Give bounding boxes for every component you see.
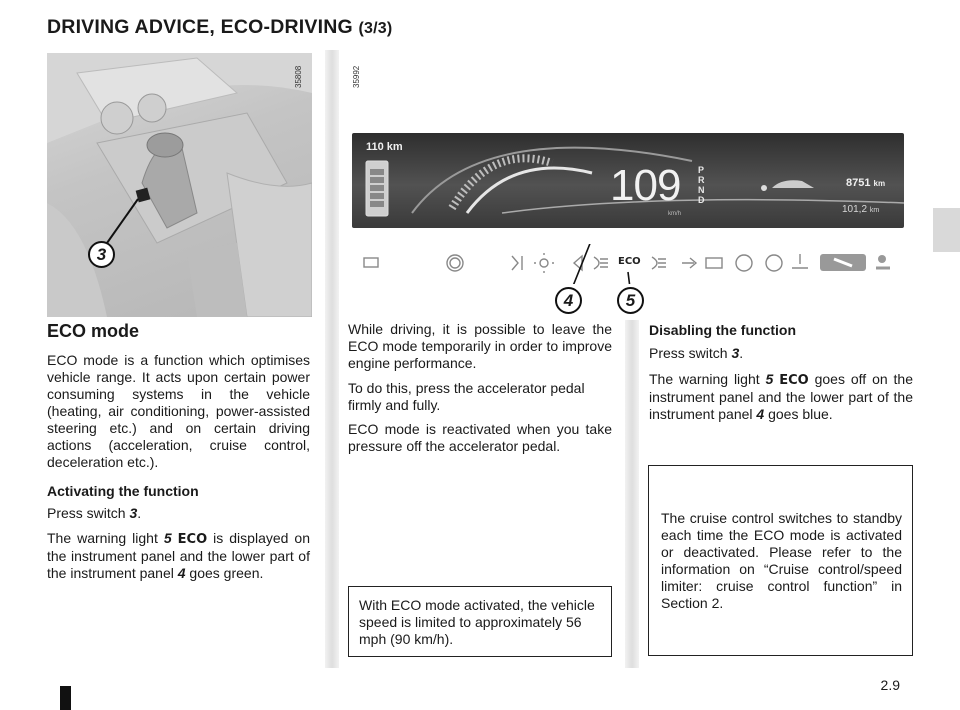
speed-limit-note — [348, 586, 612, 657]
disabling-warning-b: goes off on the instrument panel and the lower part of the instrument panel — [649, 371, 914, 422]
gear-n: N — [698, 185, 705, 195]
dash-speed-unit: km/h — [668, 211, 682, 217]
activating-step-text: Press switch — [47, 505, 130, 521]
disabling-step — [649, 345, 913, 362]
disabling-warning-light-ref: 5 — [765, 371, 774, 387]
leave-eco-paragraph: While driving, it is possible to leave the ECO mode temporarily in order to improve engine performance. — [348, 321, 612, 371]
panel-ref: 4 — [177, 565, 186, 581]
gear-d: D — [698, 195, 705, 205]
dash-range: 110 km — [366, 141, 403, 153]
page-title-part: (3/3) — [358, 20, 393, 37]
gear-r: R — [698, 175, 705, 185]
callout-4: 4 — [555, 287, 582, 314]
instrument-panel — [352, 133, 904, 228]
page-number: 2.9 — [880, 677, 900, 693]
section-tab — [933, 208, 960, 252]
activating-step-end: . — [137, 505, 142, 521]
warning-lights-row — [352, 244, 904, 284]
column-divider-right — [625, 320, 639, 668]
dash-gear-indicator — [698, 165, 705, 205]
activating-warning — [47, 530, 310, 582]
corner-mark — [60, 686, 71, 710]
photo1-reference: 35808 — [294, 65, 303, 88]
cruise-control-note — [648, 465, 913, 656]
eco-mode-heading: ECO mode — [47, 321, 140, 341]
photo2-reference: 35992 — [352, 65, 361, 88]
dash-eco-indicator: ECO — [618, 256, 641, 267]
dash-trip — [842, 204, 879, 215]
disabling-warning-a: The warning light — [649, 371, 766, 387]
dash-odometer-unit: km — [873, 179, 886, 188]
dash-trip-value: 101,2 — [842, 204, 868, 215]
accelerator-paragraph: To do this, press the accelerator pedal firmly and fully. — [348, 380, 585, 413]
warning-text-a: The warning light — [47, 530, 164, 546]
console-photo — [47, 53, 312, 317]
disabling-switch-ref: 3 — [731, 345, 740, 361]
eco-mode-intro: ECO mode is a function which optimises vehicle range. It acts upon certain power consuming systems in the vehicle (heating, air conditioning, power-assisted steering etc.) and on certain driving actions (acceleration, cruise control, deceleration etc.). — [47, 352, 310, 470]
disabling-eco-symbol: ECO — [779, 373, 809, 388]
callout-5: 5 — [617, 287, 644, 314]
page-title — [47, 16, 392, 39]
activating-step — [47, 505, 310, 522]
dash-odometer-value: 8751 — [846, 177, 871, 189]
console-illustration — [47, 53, 312, 317]
page-title-text: DRIVING ADVICE, ECO-DRIVING — [47, 16, 353, 38]
dash-odometer — [846, 177, 885, 189]
column-divider-left — [325, 50, 339, 668]
reactivation-paragraph: ECO mode is reactivated when you take pressure off the accelerator pedal. — [348, 421, 612, 454]
dash-trip-unit: km — [869, 207, 880, 214]
warning-light-ref: 5 — [163, 530, 172, 546]
eco-symbol: ECO — [177, 532, 208, 547]
speed-limit-note-text: With ECO mode activated, the vehicle speed is limited to approximately 56 mph (90 km/h). — [359, 597, 595, 647]
callout-3: 3 — [88, 241, 115, 268]
disabling-warning-c: goes blue. — [764, 406, 833, 422]
warning-text-b: is displayed on the instrument panel and the lower part of the instrument panel — [47, 530, 311, 581]
disabling-heading: Disabling the function — [649, 322, 796, 338]
disabling-step-end: . — [739, 345, 744, 361]
dash-speed: 109 — [610, 161, 681, 210]
disabling-step-text: Press switch — [649, 345, 732, 361]
cruise-control-note-text: The cruise control switches to standby each time the ECO mode is activated or deactivated. Please refer to the information on “Cruise control/speed limiter: cruise control function” in Section 2. — [661, 510, 902, 611]
switch-ref: 3 — [129, 505, 138, 521]
disabling-warning — [649, 371, 913, 423]
warning-text-c: goes green. — [185, 565, 264, 581]
gear-p: P — [698, 165, 705, 175]
disabling-panel-ref: 4 — [756, 406, 765, 422]
activating-heading: Activating the function — [47, 483, 199, 499]
